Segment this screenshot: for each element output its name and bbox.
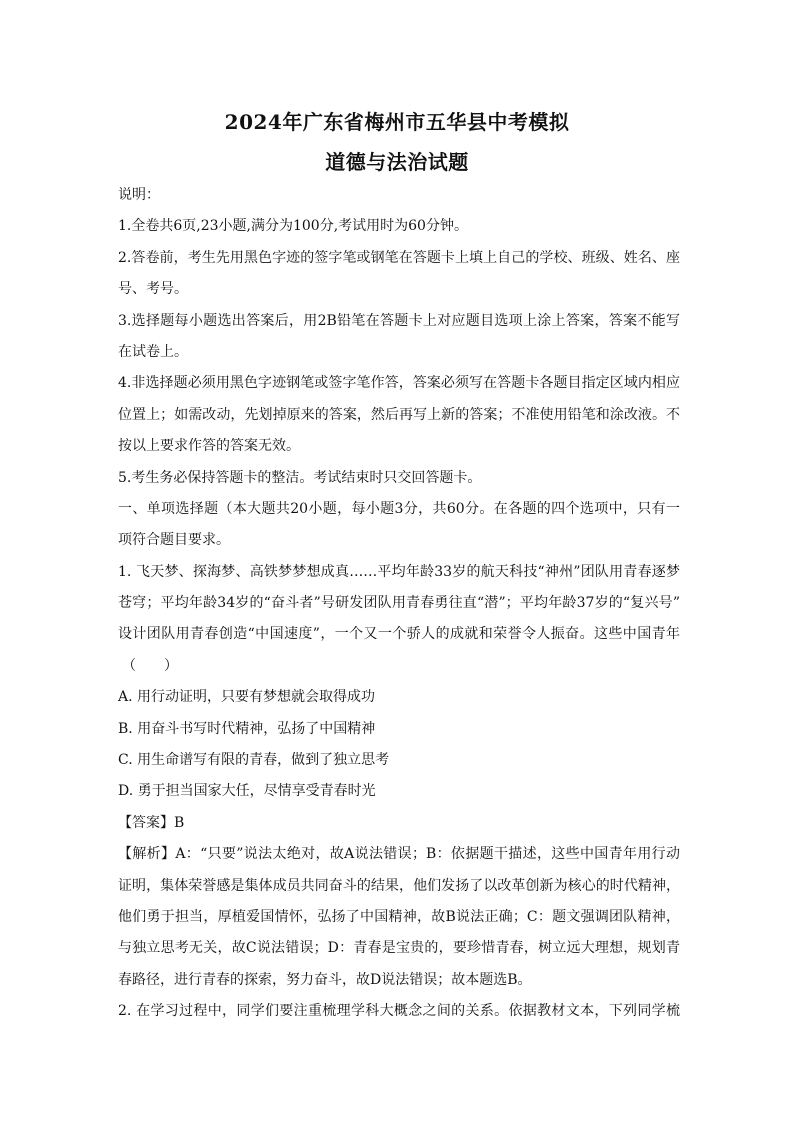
instruction-5: 5.考生务必保持答题卡的整洁。考试结束时只交回答题卡。 <box>118 469 482 486</box>
question-1-stem-cont: 设计团队用青春创造“中国速度”，一个又一个骄人的成就和荣誉令人振奋。这些中国青年 <box>118 626 680 643</box>
option-b: B. 用奋斗书写时代精神，弘扬了中国精神 <box>118 720 376 737</box>
instruction-4-cont: 位置上；如需改动，先划掉原来的答案，然后再写上新的答案；不准使用铅笔和涂改液。不 <box>118 406 680 423</box>
instruction-3: 3.选择题每小题选出答案后，用2B铅笔在答题卡上对应题目选项上涂上答案，答案不能写 <box>118 312 680 329</box>
document-body <box>118 180 680 1028</box>
section-heading: 一、单项选择题（本大题共20小题，每小题3分，共60分。在各题的四个选项中，只有一 <box>118 500 680 517</box>
question-1-stem: 1. 飞天梦、探海梦、高铁梦梦想成真……平均年龄33岁的航天科技“神州”团队用青春逐梦 <box>118 563 680 580</box>
instruction-4-end: 按以上要求作答的答案无效。 <box>118 438 300 455</box>
option-c: C. 用生命谱写有限的青春，做到了独立思考 <box>118 752 390 769</box>
instruction-1: 1.全卷共6页,23小题,满分为100分,考试用时为60分钟。 <box>118 218 468 235</box>
instruction-4: 4.非选择题必须用黑色字迹钢笔或签字笔作答，答案必须写在答题卡各题目指定区域内相应 <box>118 375 680 392</box>
question-2-stem: 2. 在学习过程中，同学们要注重梳理学科大概念之间的关系。依据教材文本，下列同学梳 <box>118 1003 680 1020</box>
section-heading-cont: 项符合题目要求。 <box>118 532 230 549</box>
analysis-end: 春路径，进行青春的探索，努力奋斗，故D说法错误；故本题选B。 <box>118 971 532 988</box>
option-a: A. 用行动证明，只要有梦想就会取得成功 <box>118 689 376 706</box>
instruction-2: 2.答卷前，考生先用黑色字迹的签字笔或钢笔在答题卡上填上自己的学校、班级、姓名、座 <box>118 249 680 266</box>
instruction-3-cont: 在试卷上。 <box>118 343 188 360</box>
analysis-cont: 他们勇于担当，厚植爱国情怀，弘扬了中国精神，故B说法正确；C：题文强调团队精神， <box>118 908 680 925</box>
analysis-cont: 与独立思考无关，故C说法错误；D：青春是宝贵的，要珍惜青春，树立远大理想，规划青 <box>118 940 680 957</box>
document-subtitle: 道德与法治试题 <box>325 150 469 174</box>
question-1-stem-cont: 苍穹；平均年龄34岁的“奋斗者”号研发团队用青春勇往直“潜”；平均年龄37岁的“复兴号” <box>118 595 680 612</box>
analysis: 【解析】A：“只要”说法太绝对，故A说法错误；B：依据题干描述，这些中国青年用行动 <box>118 846 680 863</box>
instructions-heading: 说明： <box>118 187 160 203</box>
option-d: D. 勇于担当国家大任，尽情享受青春时光 <box>118 783 376 800</box>
instruction-2-cont: 号、考号。 <box>118 281 188 298</box>
document-title: 2024年广东省梅州市五华县中考模拟 <box>224 110 570 134</box>
answer-label: 【答案】B <box>118 814 185 831</box>
analysis-cont: 证明，集体荣誉感是集体成员共同奋斗的结果，他们发扬了以改革创新为核心的时代精神， <box>118 877 680 894</box>
answer-bracket: （ ） <box>122 657 178 674</box>
